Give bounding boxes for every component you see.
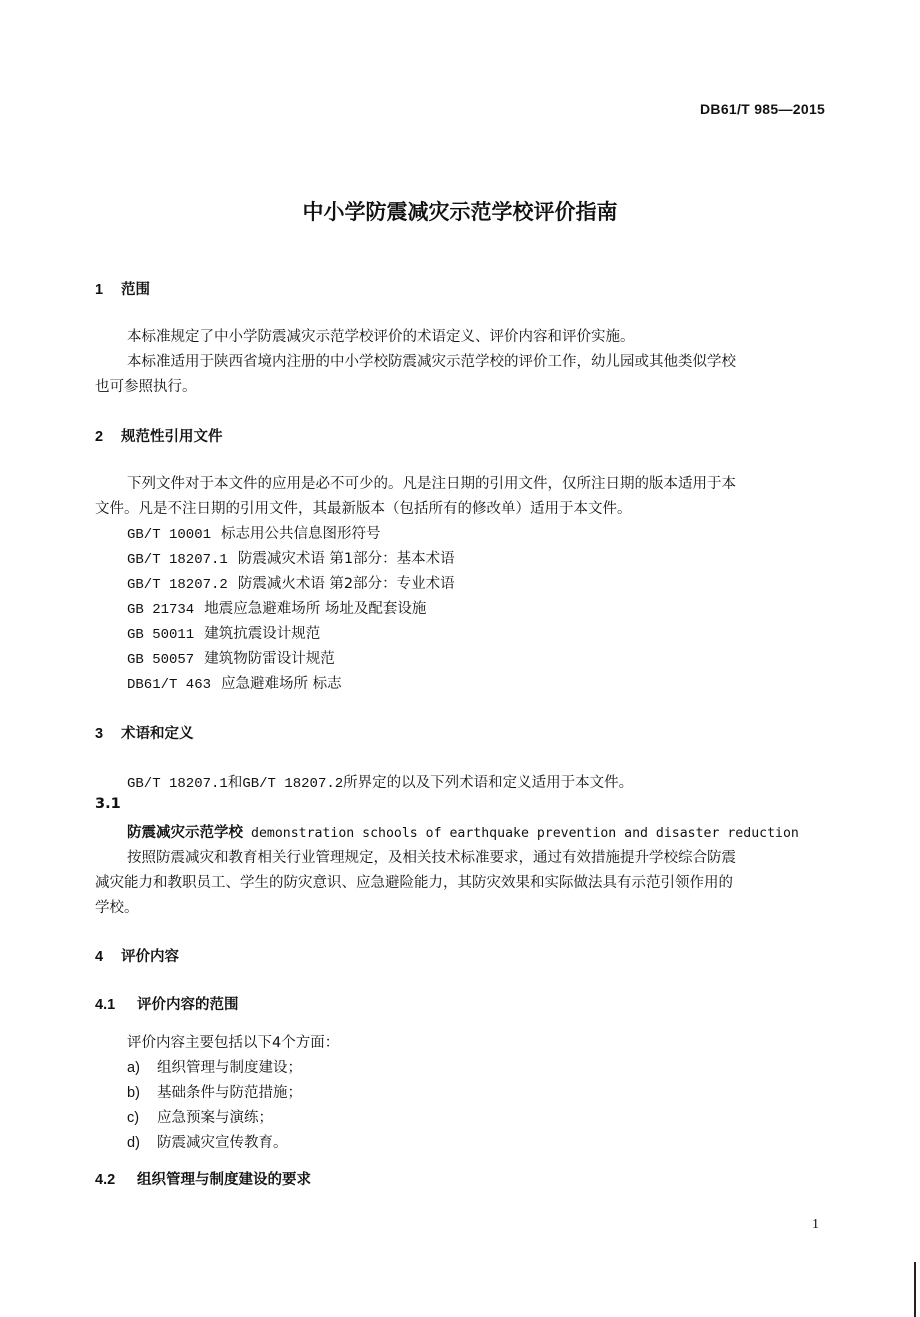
term-definition-line-1: 按照防震减灾和教育相关行业管理规定，及相关技术标准要求，通过有效措施提升学校综合防震 — [127, 850, 736, 866]
reference-item — [127, 522, 381, 543]
reference-code: GB/T 18207.2 — [242, 776, 344, 792]
section-2-intro-line-2: 文件。凡是不注日期的引用文件，其最新版本（包括所有的修改单）适用于本文件。 — [95, 501, 632, 517]
list-item — [127, 1131, 288, 1152]
page-title: 中小学防震减灾示范学校评价指南 — [302, 200, 618, 224]
section-1-paragraph-1: 本标准规定了中小学防震减灾示范学校评价的术语定义、评价内容和评价实施。 — [127, 329, 635, 345]
subsection-number: 4.1 — [95, 997, 116, 1013]
term-definition-line-2: 减灾能力和教职员工、学生的防灾意识、应急避险能力，其防灾效果和实际做法具有示范引领作用的 — [95, 875, 733, 891]
section-3-intro — [127, 771, 633, 792]
document-number: DB61/T 985—2015 — [700, 101, 826, 117]
reference-name: 标志用公共信息图形符号 — [221, 526, 381, 542]
subsection-title: 组织管理与制度建设的要求 — [137, 1172, 311, 1188]
list-item-text: 组织管理与制度建设； — [157, 1060, 302, 1076]
term-english: demonstration schools of earthquake prevention and disaster reduction — [251, 826, 799, 841]
intro-text: 所界定的以及下列术语和定义适用于本文件。 — [343, 775, 634, 791]
section-4-heading — [95, 945, 179, 966]
reference-name: 建筑抗震设计规范 — [204, 626, 321, 642]
section-number: 2 — [95, 429, 104, 445]
section-2-intro-line-1: 下列文件对于本文件的应用是必不可少的。凡是注日期的引用文件，仅所注日期的版本适用于本 — [127, 476, 736, 492]
list-item — [127, 1106, 273, 1127]
term-definition-line-3: 学校。 — [95, 900, 139, 916]
section-number: 3 — [95, 726, 104, 742]
reference-name: 应急避难场所 标志 — [221, 676, 342, 692]
reference-item — [127, 647, 335, 668]
reference-code: GB 21734 — [127, 602, 195, 618]
reference-item — [127, 672, 342, 693]
reference-item — [127, 622, 320, 643]
list-item-label: c) — [127, 1110, 140, 1126]
subsection-4-1-intro: 评价内容主要包括以下4个方面： — [127, 1035, 340, 1051]
reference-code: GB/T 18207.1 — [127, 776, 228, 792]
term-chinese: 防震减灾示范学校 — [127, 825, 243, 841]
reference-item — [127, 597, 426, 618]
reference-name: 建筑物防雷设计规范 — [204, 651, 335, 667]
reference-item — [127, 572, 455, 593]
reference-name: 防震减火术语 第2部分：专业术语 — [237, 576, 455, 592]
list-item-text: 防震减灾宣传教育。 — [157, 1135, 288, 1151]
subsection-number: 4.2 — [95, 1172, 116, 1188]
reference-code: GB/T 18207.2 — [127, 577, 228, 593]
list-item — [127, 1081, 302, 1102]
list-item-label: d) — [127, 1135, 140, 1151]
section-2-heading — [95, 425, 223, 446]
section-1-paragraph-2-line-2: 也可参照执行。 — [95, 379, 197, 395]
subsection-3-1-number: 3.1 — [95, 796, 121, 812]
reference-code: DB61/T 463 — [127, 677, 212, 693]
list-item-text: 基础条件与防范措施； — [157, 1085, 302, 1101]
reference-name: 地震应急避难场所 场址及配套设施 — [204, 601, 427, 617]
section-number: 1 — [95, 282, 104, 298]
section-title: 规范性引用文件 — [121, 429, 223, 445]
subsection-4-1-heading — [95, 993, 239, 1014]
section-3-heading — [95, 722, 194, 743]
list-item-label: b) — [127, 1085, 140, 1101]
conjunction: 和 — [227, 775, 243, 791]
list-item-text: 应急预案与演练； — [157, 1110, 273, 1126]
reference-code: GB/T 18207.1 — [127, 552, 228, 568]
term-entry — [127, 821, 799, 842]
section-1-heading — [95, 278, 150, 299]
subsection-title: 评价内容的范围 — [137, 997, 239, 1013]
reference-code: GB 50011 — [127, 627, 195, 643]
reference-code: GB/T 10001 — [127, 527, 212, 543]
section-number: 4 — [95, 949, 104, 965]
reference-name: 防震减灾术语 第1部分：基本术语 — [237, 551, 455, 567]
list-item — [127, 1056, 302, 1077]
subsection-4-2-heading — [95, 1168, 311, 1189]
list-item-label: a) — [127, 1060, 140, 1076]
reference-code: GB 50057 — [127, 652, 195, 668]
section-title: 评价内容 — [121, 949, 179, 965]
reference-item — [127, 547, 455, 568]
section-title: 术语和定义 — [121, 726, 194, 742]
section-1-paragraph-2-line-1: 本标准适用于陕西省境内注册的中小学校防震减灾示范学校的评价工作，幼儿园或其他类似学校 — [127, 354, 736, 370]
scan-edge-line — [914, 1262, 916, 1317]
section-title: 范围 — [121, 282, 150, 298]
page-number: 1 — [812, 1217, 819, 1232]
